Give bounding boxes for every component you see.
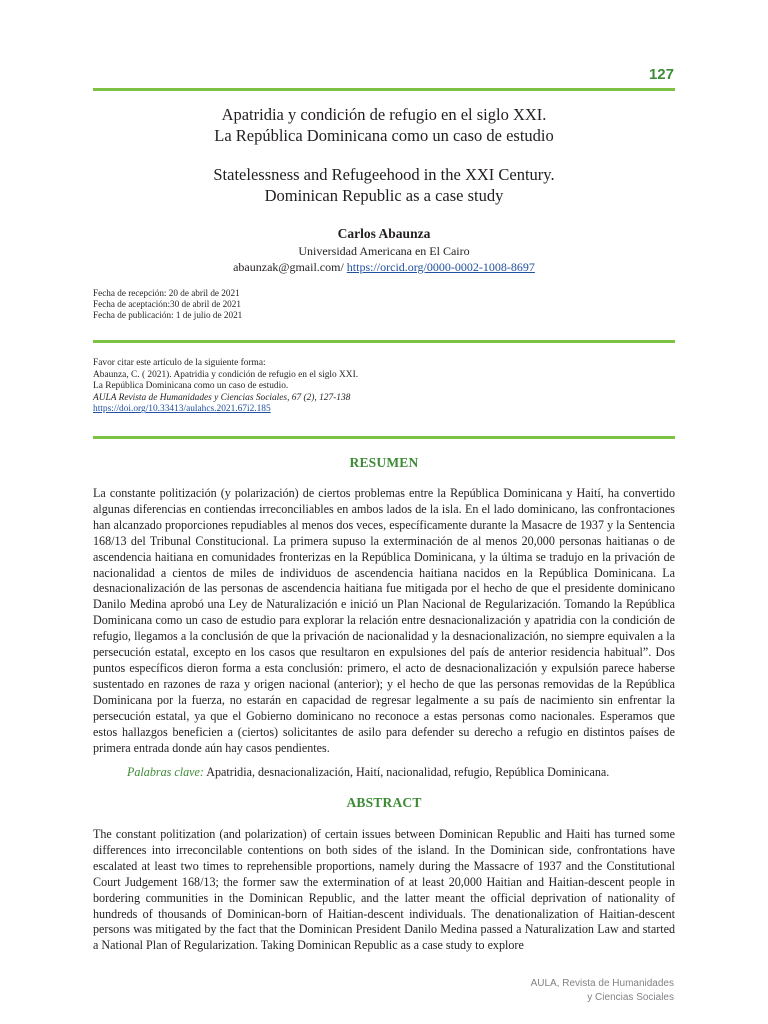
date-received: Fecha de recepción: 20 de abril de 2021 (93, 288, 240, 298)
footer-line2: y Ciencias Sociales (587, 991, 674, 1003)
resumen-heading: RESUMEN (349, 455, 419, 470)
title-en-line2: Dominican Republic as a case study (264, 186, 504, 205)
citation-intro: Favor citar este artículo de la siguiente forma: (93, 358, 266, 368)
orcid-link[interactable]: https://orcid.org/0000-0002-1008-8697 (346, 260, 535, 274)
author-contact (93, 259, 675, 275)
title-en-line1: Statelessness and Refugeehood in the XXI Century. (213, 165, 555, 184)
title-spanish (93, 104, 675, 146)
author-name: Carlos Abaunza (337, 226, 431, 241)
author-email[interactable]: abaunzak@gmail.com/ (233, 260, 344, 274)
page-number: 127 (648, 66, 674, 83)
citation-top-rule (93, 340, 675, 343)
doi-link[interactable]: https://doi.org/10.33413/aulahcs.2021.67i2.185 (93, 404, 271, 415)
keywords-label: Palabras clave: (127, 765, 204, 779)
date-accepted: Fecha de aceptación:30 de abril de 2021 (93, 299, 241, 310)
header-rule (93, 88, 675, 91)
dates-block (93, 288, 242, 322)
citation-line1: Abaunza, C. ( 2021). Apatridia y condición de refugio en el siglo XXI. (93, 369, 359, 380)
keywords (127, 764, 609, 780)
citation-journal: AULA Revista de Humanidades y Ciencias Sociales, 67 (2), 127-138 (93, 392, 351, 403)
title-es-line2: La República Dominicana como un caso de estudio (214, 126, 554, 145)
footer-line1: AULA, Revista de Humanidades (530, 978, 674, 989)
journal-footer (531, 977, 674, 1004)
keywords-text: Apatridia, desnacionalización, Haití, nacionalidad, refugio, República Dominicana. (206, 765, 610, 779)
abstract-heading: ABSTRACT (346, 795, 422, 810)
citation-line2: La República Dominicana como un caso de estudio. (93, 381, 289, 392)
title-es-line1: Apatridia y condición de refugio en el siglo XXI. (221, 105, 547, 124)
resumen-text: La constante politización (y polarización) de ciertos problemas entre la República Dominicana y Haití, ha convertido algunas diferencias en contiendas irreconciliables en ambos lados de la isla. En el lado dominicano, las confrontaciones han alcanzado proporciones repudiables al menos dos veces, específicamente durante la Masacre de 1937 y la Sentencia 168/13 del Tribunal Constitucional. La primera supuso la exterminación de al menos 20,000 personas haitianas o de ascendencia haitiana en comunidades fronterizas en la República Dominicana, y la última se tradujo en la privación de nacionalidad a cientos de miles de individuos de ascendencia haitiana nacidos en la República Dominicana. La desnacionalización de las personas de ascendencia haitiana fue mitigada por el hecho de que el presidente dominicano Danilo Medina aprobó una Ley de Naturalización e inició un Plan Nacional de Regularización. Tomando la República Dominicana como un caso de estudio para explorar la relación entre desnacionalización y apatridia con la condición de refugio, llegamos a la conclusión de que la privación de nacionalidad y la desnacionalización, no siempre equivalen a la persecución estatal, excepto en los casos que resultaron en expulsiones del país de anterior residencia habitual”. Dos puntos específicos dieron forma a esta conclusión: primero, el acto de desnacionalización y expulsión parece haberse sustentado en razones de raza y origen nacional (anterior); y el hecho de que las personas removidas de la República Dominicana por la fuerza, no estarán en capacidad de regresar legalmente a su país de nacimiento sin enfrentar la persecución estatal, ya que el Gobierno dominicano no reconoce a estas personas como nacionales. Esperamos que estos hallazgos beneficien a (ciertos) solicitantes de asilo para defender su derecho a refugio en distintos países de primera entrada donde aún hay casos pendientes. (93, 486, 675, 755)
title-english (93, 164, 675, 206)
author-block (93, 225, 675, 275)
title-block (93, 104, 675, 206)
citation-bottom-rule (93, 436, 675, 439)
citation-block (93, 358, 358, 416)
author-affiliation: Universidad Americana en El Cairo (298, 244, 470, 258)
date-published: Fecha de publicación: 1 de julio de 2021 (93, 310, 243, 321)
abstract-text: The constant politization (and polarization) of certain issues between Dominican Republic and Haiti has turned some differences into irreconcilable contentions on both sides of the island. In the Dominican side, confrontations have escalated at least two times to reprehensible proportions, namely during the Massacre of 1937 and the Constitutional Court Judgement 168/13; the former saw the extermination of at least 20,000 Haitian and Haitian-descent people in bordering communities in the Dominican Republic, and the latter meant the official deprivation of nationality of hundreds of thousands of Dominican-born of Haitian-descent individuals. The denationalization of Haitian-descent persons was mitigated by the fact that the Dominican President Danilo Medina passed a Naturalization Law and started a National Plan of Regularization. Taking Dominican Republic as a case study to explore (93, 827, 675, 953)
